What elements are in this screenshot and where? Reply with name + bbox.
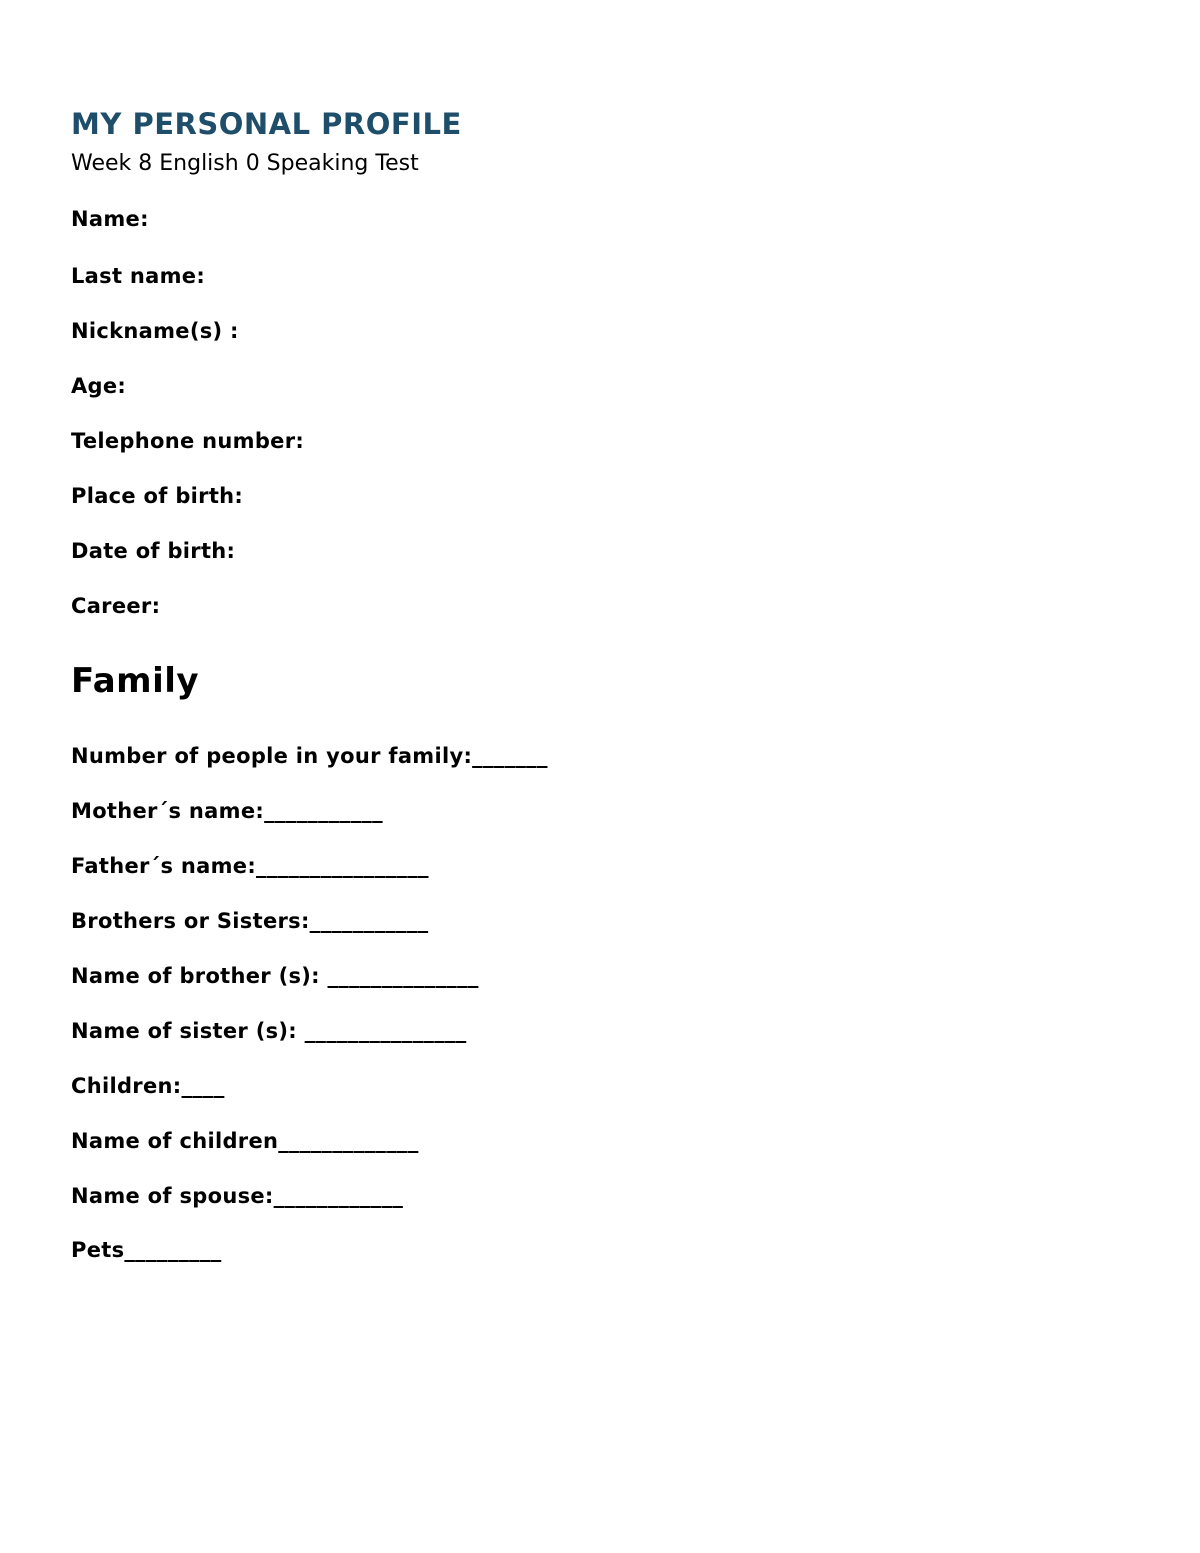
field-name: Name: [71, 207, 149, 231]
field-date-of-birth: Date of birth: [71, 539, 236, 563]
field-children: Children:____ [71, 1074, 225, 1098]
field-place-of-birth: Place of birth: [71, 484, 244, 508]
field-sister-names: Name of sister (s): _______________ [71, 1019, 467, 1043]
field-nickname: Nickname(s) : [71, 319, 239, 343]
field-age: Age: [71, 374, 127, 398]
document-subtitle: Week 8 English 0 Speaking Test [71, 151, 419, 176]
field-pets: Pets_________ [71, 1238, 222, 1262]
field-mother-name: Mother´s name:___________ [71, 799, 383, 823]
field-telephone: Telephone number: [71, 429, 305, 453]
document-title: MY PERSONAL PROFILE [71, 107, 462, 141]
family-heading: Family [71, 661, 200, 701]
field-children-names: Name of children_____________ [71, 1129, 419, 1153]
field-brother-names: Name of brother (s): ______________ [71, 964, 479, 988]
field-siblings: Brothers or Sisters:___________ [71, 909, 429, 933]
field-spouse-name: Name of spouse:____________ [71, 1184, 404, 1208]
field-career: Career: [71, 594, 161, 618]
field-family-size: Number of people in your family:_______ [71, 744, 548, 768]
field-father-name: Father´s name:________________ [71, 854, 429, 878]
field-last-name: Last name: [71, 264, 206, 288]
